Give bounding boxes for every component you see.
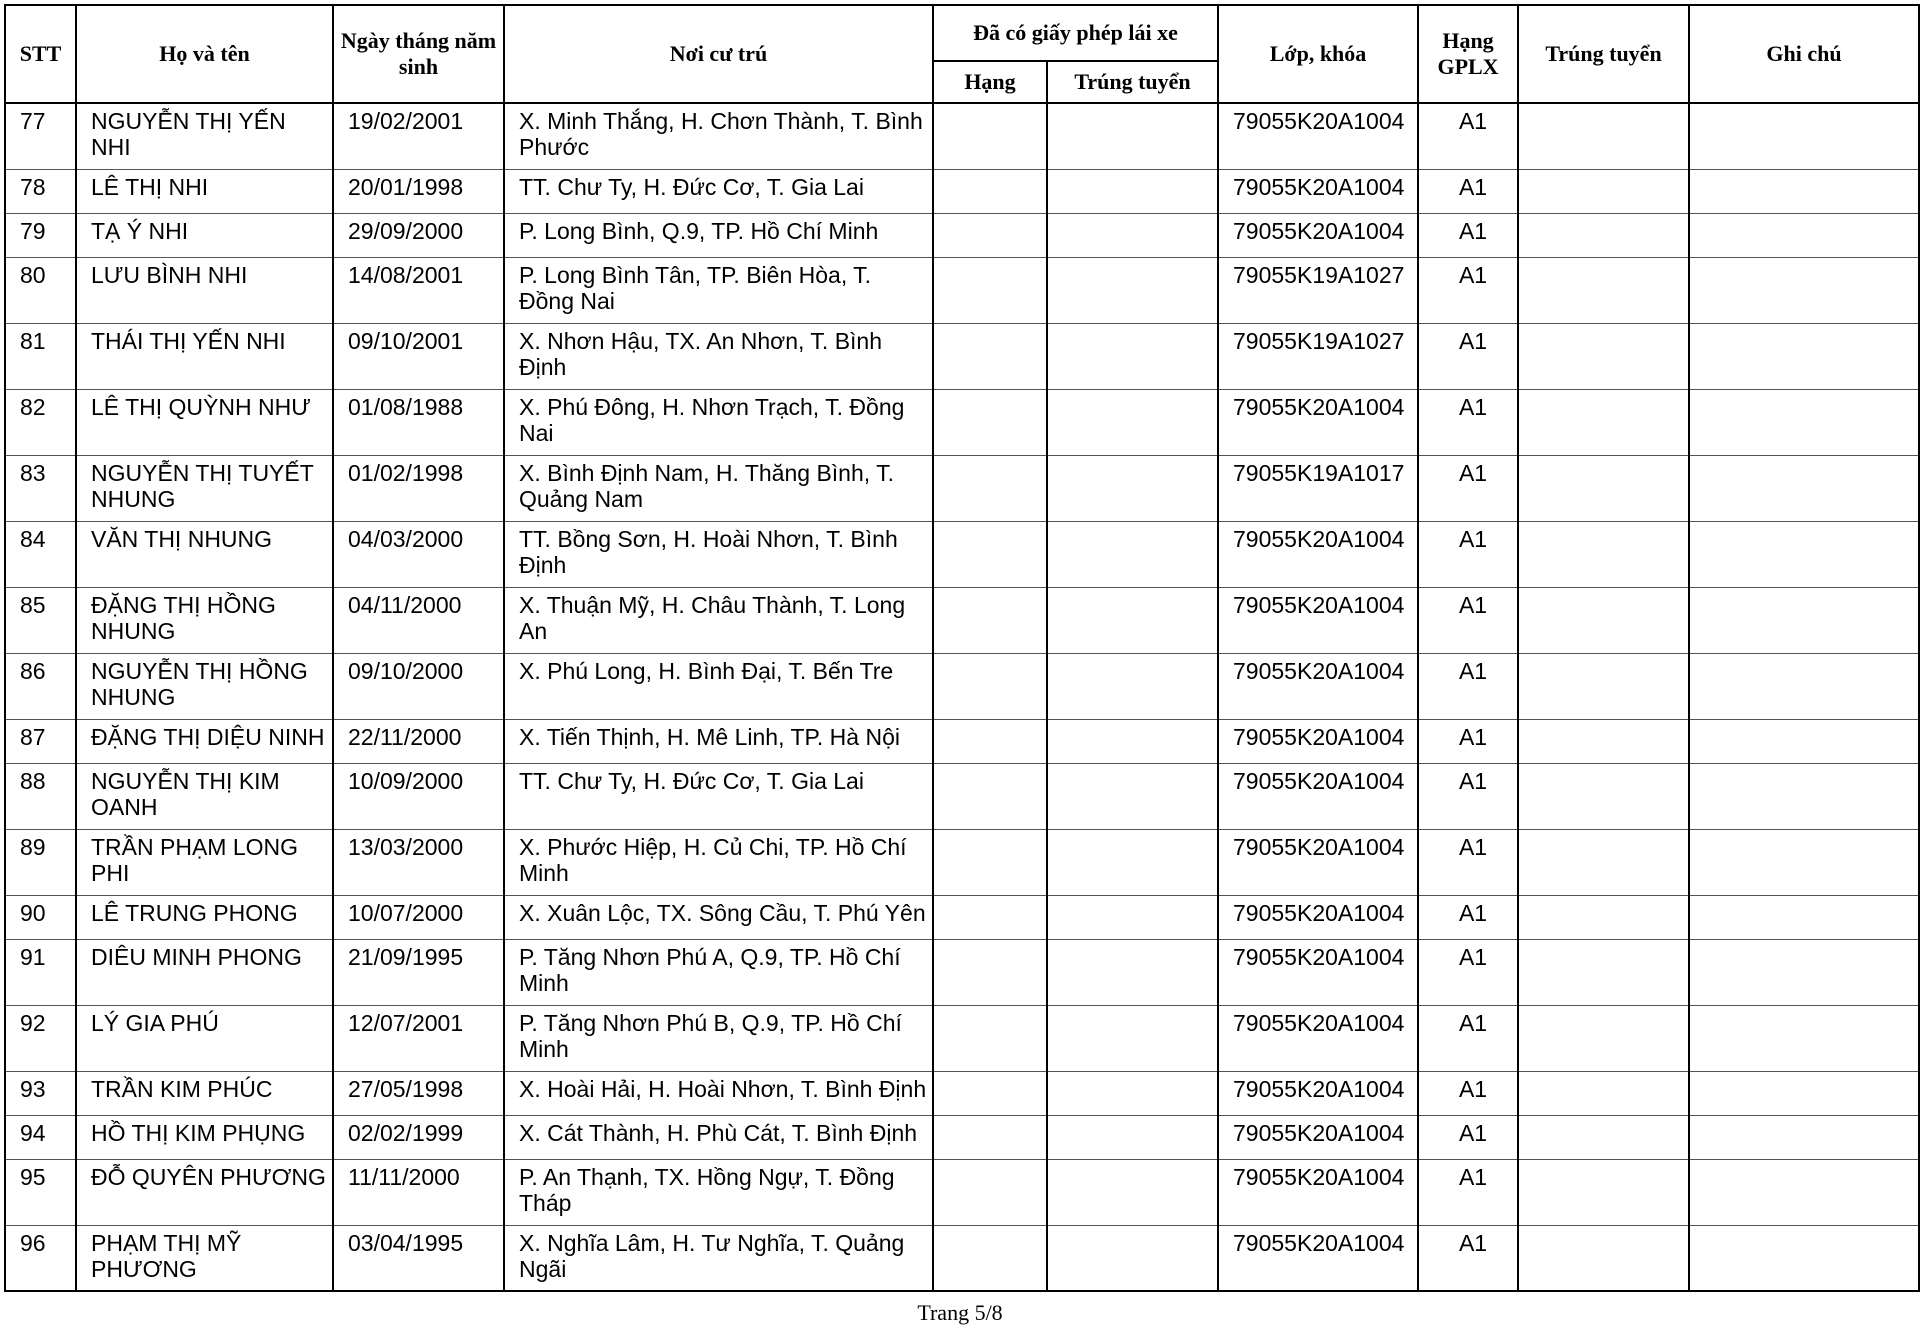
cell-address: X. Cát Thành, H. Phù Cát, T. Bình Định (504, 1115, 933, 1159)
cell-admitted (1518, 829, 1689, 895)
cell-gplx-class: A1 (1418, 213, 1518, 257)
cell-dob: 03/04/1995 (333, 1225, 504, 1291)
cell-dob: 12/07/2001 (333, 1005, 504, 1071)
cell-notes (1689, 169, 1919, 213)
cell-gplx-class: A1 (1418, 323, 1518, 389)
cell-notes (1689, 895, 1919, 939)
table-row (5, 103, 1919, 169)
cell-stt: 81 (5, 323, 76, 389)
cell-stt: 90 (5, 895, 76, 939)
cell-name: NGUYỄN THỊ TUYẾT NHUNG (76, 455, 333, 521)
cell-address: X. Hoài Hải, H. Hoài Nhơn, T. Bình Định (504, 1071, 933, 1115)
cell-dob: 20/01/1998 (333, 169, 504, 213)
table-row (5, 829, 1919, 895)
cell-admitted (1518, 587, 1689, 653)
cell-course: 79055K20A1004 (1218, 521, 1418, 587)
table-row (5, 389, 1919, 455)
cell-course: 79055K19A1027 (1218, 323, 1418, 389)
cell-stt: 92 (5, 1005, 76, 1071)
cell-admitted (1518, 1071, 1689, 1115)
cell-address: P. An Thạnh, TX. Hồng Ngự, T. Đồng Tháp (504, 1159, 933, 1225)
cell-stt: 86 (5, 653, 76, 719)
cell-course: 79055K20A1004 (1218, 389, 1418, 455)
cell-gplx-class: A1 (1418, 1071, 1518, 1115)
cell-course: 79055K20A1004 (1218, 763, 1418, 829)
cell-address: TT. Bồng Sơn, H. Hoài Nhơn, T. Bình Định (504, 521, 933, 587)
cell-gplx-class: A1 (1418, 895, 1518, 939)
cell-license-admitted (1047, 1071, 1218, 1115)
cell-address: X. Phú Đông, H. Nhơn Trạch, T. Đồng Nai (504, 389, 933, 455)
cell-license-admitted (1047, 521, 1218, 587)
cell-address: P. Tăng Nhơn Phú A, Q.9, TP. Hồ Chí Minh (504, 939, 933, 1005)
cell-course: 79055K20A1004 (1218, 1071, 1418, 1115)
cell-notes (1689, 1225, 1919, 1291)
cell-stt: 87 (5, 719, 76, 763)
cell-license-class (933, 1115, 1047, 1159)
cell-admitted (1518, 895, 1689, 939)
cell-name: ĐẶNG THỊ HỒNG NHUNG (76, 587, 333, 653)
cell-address: X. Nhơn Hậu, TX. An Nhơn, T. Bình Định (504, 323, 933, 389)
cell-name: LÊ THỊ NHI (76, 169, 333, 213)
cell-stt: 80 (5, 257, 76, 323)
table-row (5, 587, 1919, 653)
cell-license-admitted (1047, 719, 1218, 763)
cell-gplx-class: A1 (1418, 1159, 1518, 1225)
cell-stt: 89 (5, 829, 76, 895)
table-row (5, 1225, 1919, 1291)
cell-gplx-class: A1 (1418, 1115, 1518, 1159)
cell-course: 79055K20A1004 (1218, 103, 1418, 169)
cell-license-class (933, 213, 1047, 257)
cell-license-admitted (1047, 895, 1218, 939)
cell-gplx-class: A1 (1418, 939, 1518, 1005)
cell-stt: 88 (5, 763, 76, 829)
cell-dob: 29/09/2000 (333, 213, 504, 257)
cell-address: P. Long Bình, Q.9, TP. Hồ Chí Minh (504, 213, 933, 257)
cell-course: 79055K20A1004 (1218, 895, 1418, 939)
cell-license-class (933, 829, 1047, 895)
cell-address: X. Bình Định Nam, H. Thăng Bình, T. Quảng Nam (504, 455, 933, 521)
cell-dob: 21/09/1995 (333, 939, 504, 1005)
cell-address: P. Tăng Nhơn Phú B, Q.9, TP. Hồ Chí Minh (504, 1005, 933, 1071)
cell-name: NGUYỄN THỊ KIM OANH (76, 763, 333, 829)
cell-license-admitted (1047, 1159, 1218, 1225)
cell-dob: 13/03/2000 (333, 829, 504, 895)
cell-notes (1689, 323, 1919, 389)
table-body (5, 103, 1919, 1291)
cell-gplx-class: A1 (1418, 587, 1518, 653)
table-row (5, 719, 1919, 763)
cell-notes (1689, 1159, 1919, 1225)
header-gplx-class: Hạng GPLX (1418, 5, 1518, 103)
header-dob: Ngày tháng năm sinh (333, 5, 504, 103)
cell-license-class (933, 1005, 1047, 1071)
table-row (5, 1005, 1919, 1071)
cell-license-class (933, 169, 1047, 213)
cell-dob: 14/08/2001 (333, 257, 504, 323)
cell-notes (1689, 939, 1919, 1005)
cell-stt: 82 (5, 389, 76, 455)
table-row (5, 763, 1919, 829)
cell-name: VĂN THỊ NHUNG (76, 521, 333, 587)
cell-notes (1689, 829, 1919, 895)
cell-name: TRẦN PHẠM LONG PHI (76, 829, 333, 895)
cell-license-class (933, 103, 1047, 169)
cell-license-admitted (1047, 829, 1218, 895)
cell-name: THÁI THỊ YẾN NHI (76, 323, 333, 389)
header-license-class: Hạng (933, 61, 1047, 103)
cell-stt: 93 (5, 1071, 76, 1115)
cell-gplx-class: A1 (1418, 1005, 1518, 1071)
cell-stt: 85 (5, 587, 76, 653)
cell-license-admitted (1047, 169, 1218, 213)
cell-name: TRẦN KIM PHÚC (76, 1071, 333, 1115)
cell-gplx-class: A1 (1418, 829, 1518, 895)
cell-dob: 27/05/1998 (333, 1071, 504, 1115)
cell-license-admitted (1047, 213, 1218, 257)
cell-name: NGUYỄN THỊ HỒNG NHUNG (76, 653, 333, 719)
cell-name: LÊ TRUNG PHONG (76, 895, 333, 939)
cell-stt: 83 (5, 455, 76, 521)
header-admitted: Trúng tuyển (1518, 5, 1689, 103)
table-header (5, 5, 1919, 103)
cell-address: X. Xuân Lộc, TX. Sông Cầu, T. Phú Yên (504, 895, 933, 939)
cell-license-admitted (1047, 389, 1218, 455)
table-row (5, 323, 1919, 389)
table-row (5, 213, 1919, 257)
cell-notes (1689, 213, 1919, 257)
cell-address: X. Thuận Mỹ, H. Châu Thành, T. Long An (504, 587, 933, 653)
cell-stt: 94 (5, 1115, 76, 1159)
header-license-admitted: Trúng tuyển (1047, 61, 1218, 103)
cell-license-admitted (1047, 1005, 1218, 1071)
table-row (5, 257, 1919, 323)
cell-license-class (933, 323, 1047, 389)
header-course: Lớp, khóa (1218, 5, 1418, 103)
cell-license-class (933, 653, 1047, 719)
cell-gplx-class: A1 (1418, 103, 1518, 169)
cell-admitted (1518, 763, 1689, 829)
cell-stt: 78 (5, 169, 76, 213)
cell-name: LƯU BÌNH NHI (76, 257, 333, 323)
cell-address: X. Tiến Thịnh, H. Mê Linh, TP. Hà Nội (504, 719, 933, 763)
cell-admitted (1518, 653, 1689, 719)
cell-gplx-class: A1 (1418, 257, 1518, 323)
cell-course: 79055K20A1004 (1218, 653, 1418, 719)
cell-stt: 84 (5, 521, 76, 587)
cell-license-admitted (1047, 939, 1218, 1005)
cell-notes (1689, 455, 1919, 521)
table-row (5, 895, 1919, 939)
header-address: Nơi cư trú (504, 5, 933, 103)
cell-license-class (933, 895, 1047, 939)
cell-notes (1689, 103, 1919, 169)
cell-dob: 11/11/2000 (333, 1159, 504, 1225)
table-row (5, 169, 1919, 213)
header-license-group: Đã có giấy phép lái xe (933, 5, 1218, 61)
cell-course: 79055K20A1004 (1218, 1005, 1418, 1071)
cell-license-admitted (1047, 653, 1218, 719)
cell-license-class (933, 521, 1047, 587)
cell-address: X. Minh Thắng, H. Chơn Thành, T. Bình Phước (504, 103, 933, 169)
cell-notes (1689, 521, 1919, 587)
cell-stt: 96 (5, 1225, 76, 1291)
cell-gplx-class: A1 (1418, 1225, 1518, 1291)
cell-course: 79055K20A1004 (1218, 1225, 1418, 1291)
cell-address: X. Phước Hiệp, H. Củ Chi, TP. Hồ Chí Minh (504, 829, 933, 895)
cell-notes (1689, 763, 1919, 829)
cell-notes (1689, 257, 1919, 323)
cell-license-admitted (1047, 763, 1218, 829)
cell-notes (1689, 1005, 1919, 1071)
cell-license-class (933, 719, 1047, 763)
cell-license-admitted (1047, 587, 1218, 653)
cell-admitted (1518, 1159, 1689, 1225)
cell-license-admitted (1047, 103, 1218, 169)
cell-course: 79055K20A1004 (1218, 587, 1418, 653)
cell-course: 79055K20A1004 (1218, 1159, 1418, 1225)
cell-address: P. Long Bình Tân, TP. Biên Hòa, T. Đồng Nai (504, 257, 933, 323)
cell-notes (1689, 1071, 1919, 1115)
table-row (5, 1115, 1919, 1159)
cell-course: 79055K20A1004 (1218, 719, 1418, 763)
cell-address: TT. Chư Ty, H. Đức Cơ, T. Gia Lai (504, 763, 933, 829)
cell-admitted (1518, 939, 1689, 1005)
cell-course: 79055K19A1017 (1218, 455, 1418, 521)
cell-admitted (1518, 455, 1689, 521)
table-row (5, 939, 1919, 1005)
cell-admitted (1518, 1225, 1689, 1291)
table-row (5, 521, 1919, 587)
header-stt: STT (5, 5, 76, 103)
header-name: Họ và tên (76, 5, 333, 103)
cell-stt: 95 (5, 1159, 76, 1225)
cell-course: 79055K20A1004 (1218, 829, 1418, 895)
cell-dob: 04/03/2000 (333, 521, 504, 587)
cell-address: X. Phú Long, H. Bình Đại, T. Bến Tre (504, 653, 933, 719)
cell-dob: 02/02/1999 (333, 1115, 504, 1159)
cell-gplx-class: A1 (1418, 653, 1518, 719)
cell-dob: 09/10/2001 (333, 323, 504, 389)
cell-gplx-class: A1 (1418, 389, 1518, 455)
cell-gplx-class: A1 (1418, 169, 1518, 213)
cell-license-admitted (1047, 323, 1218, 389)
cell-name: TẠ Ý NHI (76, 213, 333, 257)
cell-course: 79055K20A1004 (1218, 169, 1418, 213)
cell-course: 79055K20A1004 (1218, 939, 1418, 1005)
cell-address: X. Nghĩa Lâm, H. Tư Nghĩa, T. Quảng Ngãi (504, 1225, 933, 1291)
cell-dob: 09/10/2000 (333, 653, 504, 719)
cell-gplx-class: A1 (1418, 719, 1518, 763)
page-number: Trang 5/8 (917, 1300, 1003, 1325)
cell-gplx-class: A1 (1418, 763, 1518, 829)
cell-license-admitted (1047, 257, 1218, 323)
table-row (5, 1071, 1919, 1115)
cell-license-admitted (1047, 1115, 1218, 1159)
cell-name: LÊ THỊ QUỲNH NHƯ (76, 389, 333, 455)
cell-admitted (1518, 719, 1689, 763)
cell-name: LÝ GIA PHÚ (76, 1005, 333, 1071)
cell-admitted (1518, 521, 1689, 587)
cell-license-admitted (1047, 455, 1218, 521)
cell-name: ĐỖ QUYÊN PHƯƠNG (76, 1159, 333, 1225)
cell-license-class (933, 939, 1047, 1005)
cell-license-class (933, 1159, 1047, 1225)
cell-license-class (933, 257, 1047, 323)
cell-admitted (1518, 1115, 1689, 1159)
header-notes: Ghi chú (1689, 5, 1919, 103)
cell-license-class (933, 587, 1047, 653)
cell-admitted (1518, 323, 1689, 389)
cell-name: PHẠM THỊ MỸ PHƯƠNG (76, 1225, 333, 1291)
cell-address: TT. Chư Ty, H. Đức Cơ, T. Gia Lai (504, 169, 933, 213)
cell-gplx-class: A1 (1418, 455, 1518, 521)
cell-course: 79055K19A1027 (1218, 257, 1418, 323)
cell-stt: 77 (5, 103, 76, 169)
table-row (5, 455, 1919, 521)
cell-name: ĐẶNG THỊ DIỆU NINH (76, 719, 333, 763)
cell-admitted (1518, 213, 1689, 257)
cell-notes (1689, 719, 1919, 763)
cell-license-class (933, 1071, 1047, 1115)
cell-notes (1689, 653, 1919, 719)
table-row (5, 653, 1919, 719)
cell-gplx-class: A1 (1418, 521, 1518, 587)
cell-name: DIÊU MINH PHONG (76, 939, 333, 1005)
cell-dob: 19/02/2001 (333, 103, 504, 169)
cell-admitted (1518, 257, 1689, 323)
cell-course: 79055K20A1004 (1218, 1115, 1418, 1159)
cell-notes (1689, 587, 1919, 653)
cell-admitted (1518, 103, 1689, 169)
cell-notes (1689, 389, 1919, 455)
cell-dob: 04/11/2000 (333, 587, 504, 653)
student-table (4, 4, 1920, 1292)
cell-stt: 79 (5, 213, 76, 257)
cell-admitted (1518, 389, 1689, 455)
cell-license-admitted (1047, 1225, 1218, 1291)
cell-license-class (933, 763, 1047, 829)
cell-admitted (1518, 1005, 1689, 1071)
cell-license-class (933, 455, 1047, 521)
cell-dob: 10/09/2000 (333, 763, 504, 829)
cell-admitted (1518, 169, 1689, 213)
cell-name: HỒ THỊ KIM PHỤNG (76, 1115, 333, 1159)
cell-course: 79055K20A1004 (1218, 213, 1418, 257)
cell-dob: 10/07/2000 (333, 895, 504, 939)
cell-stt: 91 (5, 939, 76, 1005)
cell-notes (1689, 1115, 1919, 1159)
cell-dob: 22/11/2000 (333, 719, 504, 763)
table-row (5, 1159, 1919, 1225)
cell-name: NGUYỄN THỊ YẾN NHI (76, 103, 333, 169)
cell-dob: 01/02/1998 (333, 455, 504, 521)
cell-license-class (933, 1225, 1047, 1291)
cell-license-class (933, 389, 1047, 455)
cell-dob: 01/08/1988 (333, 389, 504, 455)
